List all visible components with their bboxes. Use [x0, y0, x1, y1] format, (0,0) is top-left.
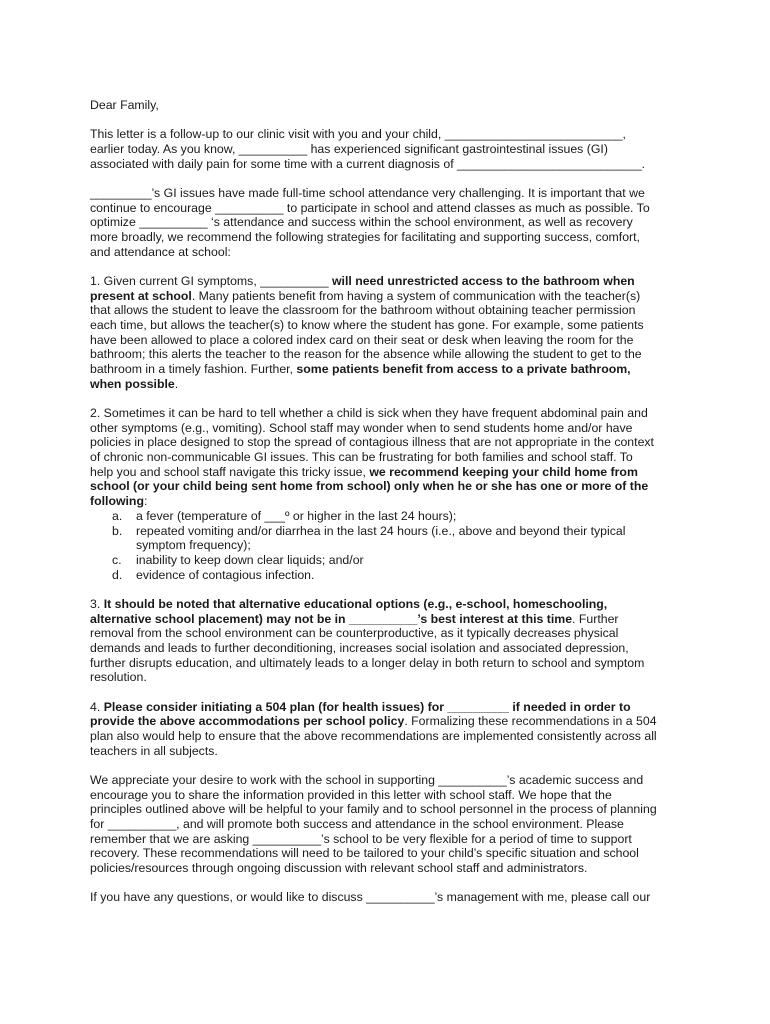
greeting: Dear Family, [90, 98, 159, 112]
intro-paragraph: This letter is a follow-up to our clinic visit with you and your child, __________________________, earlier today. As you know, __________ has experienced significant gastrointestinal issues (GI) associated with daily pain for some time with a current diagnosis of ___________________________. [90, 127, 646, 171]
closing-paragraph: We appreciate your desire to work with the school in supporting __________’s academic success and encourage you to share the information provided in this letter with school staff. We hope that the principles outlined above will be helpful to your family and to school personnel in the process of planning for __________, and will promote both success and attendance in the school environment. Please remember that we are asking __________’s school to be very flexible for a period of time to support recovery. These recommendations will need to be tailored to your child’s specific situation and school policies/resources through ongoing discussion with relevant school staff and administrators. [90, 772, 657, 876]
recommendation-3: 3. It should be noted that alternative educational options (e.g., e-school, homeschooling, alternative school placement) may not be in __________’s best interest at this time. Further removal from the school environment can be counterproductive, as it typically decreases physical demands and leads to further deconditioning, increases social isolation and associated depression, further disrupts education, and ultimately leads to a longer delay in both return to school and symptom resolution. [90, 596, 645, 685]
list-item: d. evidence of contagious infection. [112, 567, 315, 582]
recommendation-4: 4. Please consider initiating a 504 plan (for health issues) for _________ if needed in order to provide the above accommodations per school policy. Formalizing these recommendations in a 504 plan also would help to ensure that the above recommendations are implemented consistently across all teachers in all subjects. [90, 699, 657, 758]
list-item: c. inability to keep down clear liquids; and/or [112, 552, 364, 567]
list-item: a. a fever (temperature of ___º or higher in the last 24 hours); [112, 508, 457, 523]
recommendation-2: 2. Sometimes it can be hard to tell whether a child is sick when they have frequent abdominal pain and other symptoms (e.g., vomiting). School staff may wonder when to send students home and/or have policies in place designed to stop the spread of contagious illness that are not appropriate in the context of chronic non-communicable GI issues. This can be frustrating for both families and school staff. To help you and school staff navigate this tricky issue, we recommend keeping your child home from school (or your child being sent home from school) only when he or she has one or more of the following: [90, 405, 654, 509]
challenge-paragraph: _________’s GI issues have made full-time school attendance very challenging. It is important that we continue to encourage __________ to participate in school and attend classes as much as possible. To optimize __________ ‘s attendance and success within the school environment, as well as recovery more broadly, we recommend the following strategies for facilitating and supporting success, comfort, and attendance at school: [90, 185, 650, 259]
list-item: b. repeated vomiting and/or diarrhea in the last 24 hours (i.e., above and beyond their typical symptom frequency); [112, 523, 626, 553]
final-paragraph: If you have any questions, or would like to discuss __________’s management with me, please call our [90, 890, 651, 905]
stay-home-criteria-list [90, 509, 658, 583]
recommendation-1: 1. Given current GI symptoms, __________ will need unrestricted access to the bathroom when present at school. Many patients benefit from having a system of communication with the teacher(s) that allows the student to leave the classroom for the bathroom without obtaining teacher permission each time, but allows the teacher(s) to know where the student has gone. For example, some patients have been allowed to place a colored index card on their seat or desk when leaving the room for the bathroom; this alerts the teacher to the reason for the absence while allowing the student to get to the bathroom in a timely fashion. Further, some patients benefit from access to a private bathroom, when possible. [90, 273, 644, 391]
